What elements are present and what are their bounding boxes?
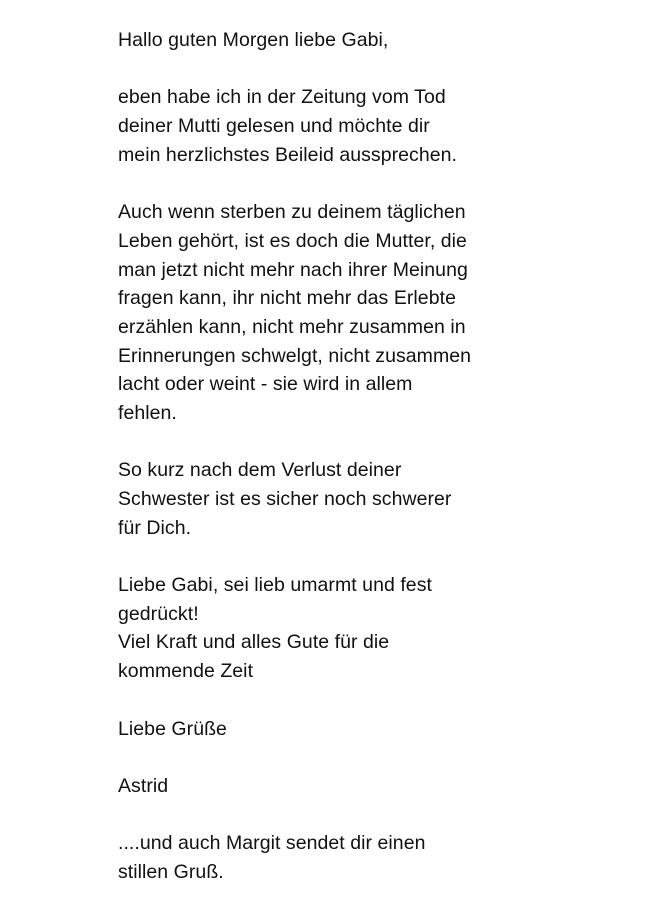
paragraph-2-line-1: Auch wenn sterben zu deinem täglichen (118, 201, 466, 224)
paragraph-4-line-4: kommende Zeit (118, 660, 254, 683)
postscript-line-1: ....und auch Margit sendet dir einen (118, 832, 426, 855)
paragraph-3-line-3: für Dich. (118, 516, 192, 539)
paragraph-1-line-2: deiner Mutti gelesen und möchte dir (118, 115, 430, 138)
paragraph-4-line-3: Viel Kraft und alles Gute für die (118, 631, 390, 654)
paragraph-gap (118, 428, 558, 457)
message-text (118, 26, 558, 887)
paragraph-2-line-8: fehlen. (118, 401, 177, 424)
paragraph-gap (118, 542, 558, 571)
paragraph-gap (118, 743, 558, 772)
paragraph-2-line-5: erzählen kann, nicht mehr zusammen in (118, 315, 466, 338)
paragraph-1-line-1: eben habe ich in der Zeitung vom Tod (118, 86, 446, 109)
closing-line: Liebe Grüße (118, 717, 227, 740)
postscript-line-2: stillen Gruß. (118, 860, 224, 883)
paragraph-3-line-1: So kurz nach dem Verlust deiner (118, 459, 402, 482)
paragraph-gap (118, 686, 558, 715)
paragraph-gap (118, 169, 558, 198)
signature-line: Astrid (118, 774, 169, 797)
greeting-line: Hallo guten Morgen liebe Gabi, (118, 29, 389, 51)
paragraph-2-line-6: Erinnerungen schwelgt, nicht zusammen (118, 344, 472, 367)
paragraph-2-line-3: man jetzt nicht mehr nach ihrer Meinung (118, 258, 468, 281)
paragraph-1-line-3: mein herzlichstes Beileid aussprechen. (118, 143, 457, 166)
paragraph-4-line-2: gedrückt! (118, 602, 199, 625)
paragraph-2-line-2: Leben gehört, ist es doch die Mutter, die (118, 229, 467, 252)
paragraph-gap (118, 801, 558, 830)
paragraph-4-line-1: Liebe Gabi, sei lieb umarmt und fest (118, 574, 432, 597)
paragraph-3-line-2: Schwester ist es sicher noch schwerer (118, 488, 452, 510)
paragraph-2-line-4: fragen kann, ihr nicht mehr das Erlebte (118, 287, 456, 310)
paragraph-gap (118, 55, 558, 84)
paragraph-2-line-7: lacht oder weint - sie wird in allem (118, 373, 413, 396)
